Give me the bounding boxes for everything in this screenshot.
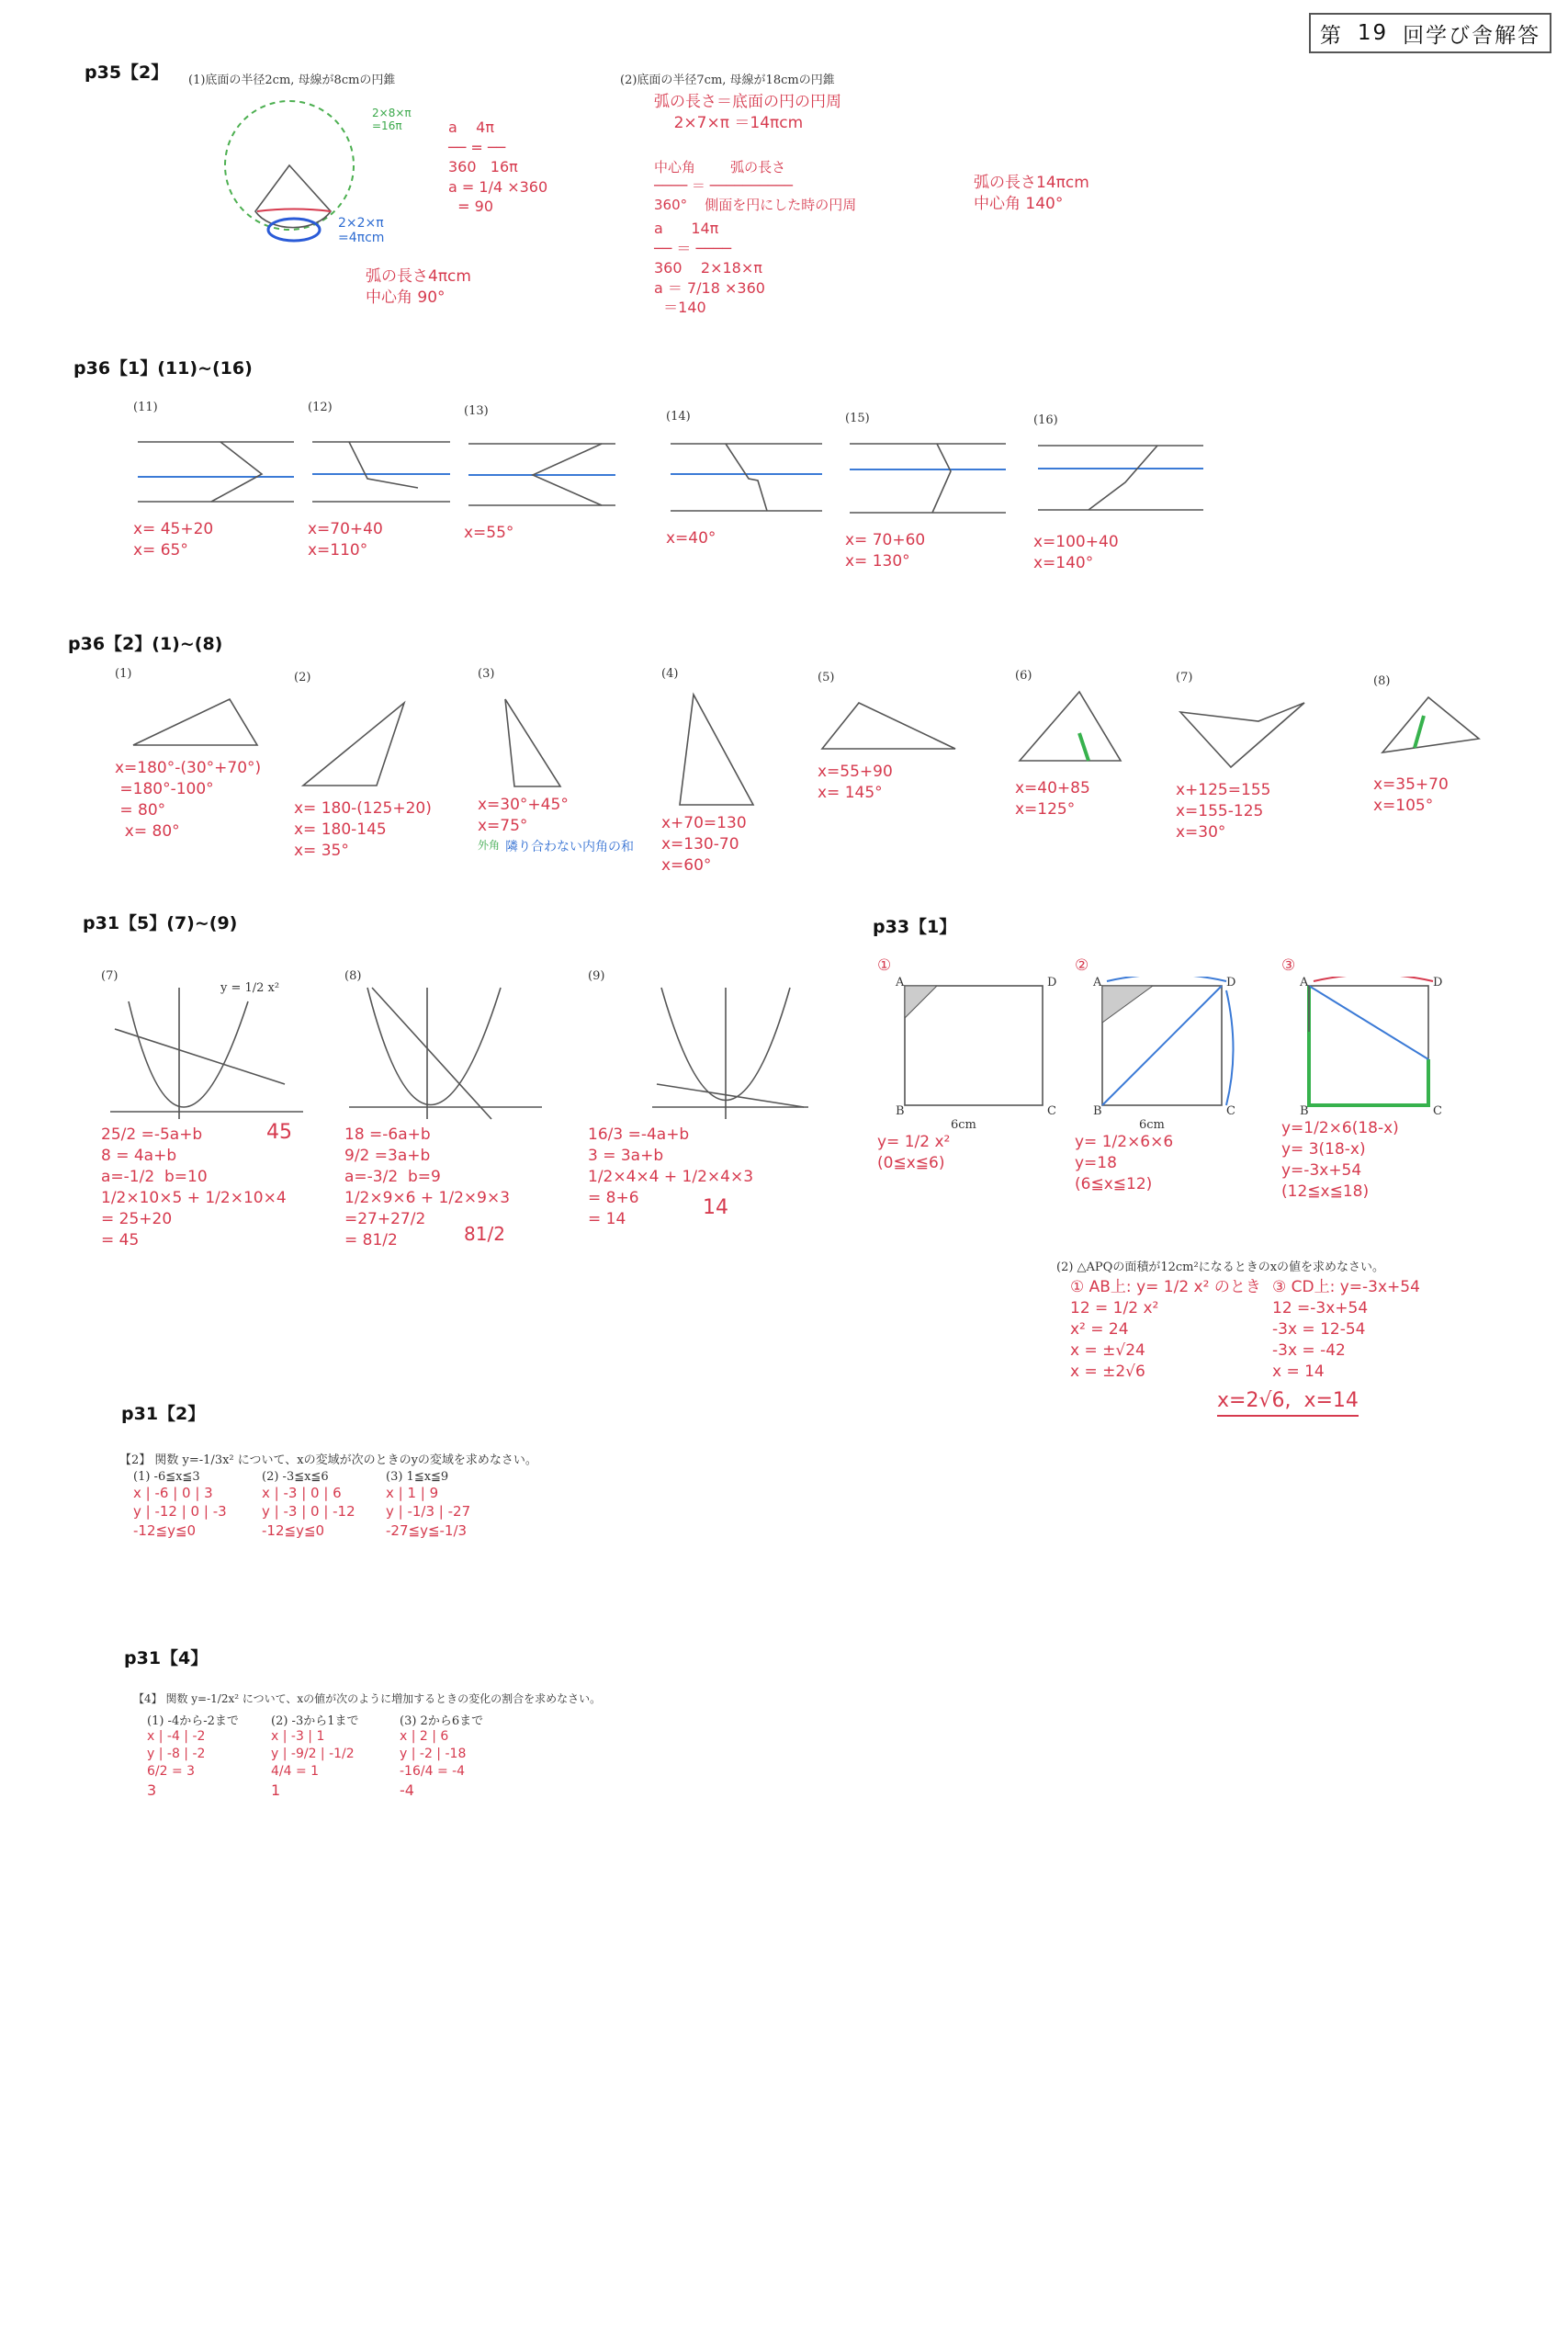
p36-2-item-2 (294, 671, 432, 862)
item-number: (13) (464, 404, 489, 418)
p36-1-item-14 (666, 410, 827, 549)
p31-4-part-1 (147, 1711, 271, 1800)
svg-text:A: A (896, 976, 905, 989)
p35-q1-text: (1)底面の半径2cm, 母線が8cmの円錐 (188, 74, 396, 87)
item-work: x=55° (464, 524, 514, 542)
panel-work: y= 1/2 x² (0≦x≦6) (877, 1132, 951, 1172)
item-work: x= 45+20 x= 65° (133, 520, 214, 560)
triangle-diagram (294, 684, 423, 795)
svg-text:D: D (1226, 976, 1236, 989)
p31-4-part-2 (271, 1711, 395, 1800)
p31-5-item-8 (344, 969, 556, 1251)
triangle-diagram (661, 681, 781, 809)
svg-text:B: B (896, 1103, 905, 1114)
item-work: 25/2 =-5a+b 8 = 4a+b a=-1/2 b=10 1/2×10×5 + 1/2×10×4 = 25+20 = 45 (101, 1125, 287, 1250)
part-work: x | -3 | 1 y | -9/2 | -1/2 4/4 = 1 (271, 1729, 355, 1779)
item-work: 16/3 =-4a+b 3 = 3a+b 1/2×4×4 + 1/2×4×3 = 8+6 = 14 (588, 1125, 754, 1228)
item-number: (12) (308, 401, 333, 414)
section-title-p31-5: p31【5】(7)~(9) (83, 913, 238, 933)
svg-text:D: D (1047, 976, 1057, 989)
triangle-diagram (478, 681, 588, 791)
p33-1-panel-3 (1281, 956, 1493, 1203)
p31-2-part-3 (386, 1470, 524, 1540)
section-title-p31-2: p31【2】 (121, 1404, 206, 1424)
item-work: x=70+40 x=110° (308, 520, 383, 560)
item-work: x=100+40 x=140° (1033, 533, 1119, 572)
item-work: x+125=155 x=155-125 x=30° (1176, 781, 1271, 842)
part-range: (2) -3から1まで (271, 1714, 359, 1728)
p36-2-item-3 (478, 667, 643, 855)
part-range: (1) -6≦x≦3 (133, 1470, 200, 1484)
item-work: x= 70+60 x= 130° (845, 531, 926, 571)
svg-text:A: A (1300, 976, 1309, 989)
item-number: (8) (1373, 674, 1391, 688)
part-range: (2) -3≦x≦6 (262, 1470, 329, 1484)
square-diagram (1075, 977, 1258, 1114)
parabola-graph (101, 983, 312, 1121)
p36-1-item-11 (133, 401, 299, 561)
p31-5-answer-8: 81/2 (464, 1223, 505, 1245)
chapter-badge (1309, 13, 1551, 53)
p36-2-item-1 (115, 667, 271, 842)
item-number: (5) (818, 671, 835, 684)
item-number: (16) (1033, 413, 1058, 427)
p35-q2-answer: 弧の長さ14πcm 中心角 140° (974, 174, 1089, 213)
part-range: (3) 2から6まで (400, 1714, 484, 1728)
part-work: x | 1 | 9 y | -1/3 | -27 -27≦y≦-1/3 (386, 1485, 471, 1539)
panel-work: y= 1/2×6×6 y=18 (6≦x≦12) (1075, 1132, 1174, 1193)
p35-q2-work2: 中心角 弧の長さ ──── ＝ ────────── 360° 側面を円にした時の円周 (654, 159, 857, 213)
note-exterior: 外角 (478, 838, 501, 852)
parallel-lines-diagram (666, 424, 827, 525)
p36-2-item-4 (661, 667, 781, 876)
item-work: x= 180-(125+20) x= 180-145 x= 35° (294, 799, 432, 860)
item-number: (15) (845, 412, 870, 425)
item-number: (7) (101, 969, 118, 983)
p31-4-part-3 (400, 1711, 524, 1800)
item-number: (4) (661, 667, 679, 681)
p36-1-item-16 (1033, 413, 1208, 574)
svg-text:D: D (1433, 976, 1443, 989)
p36-1-item-15 (845, 412, 1010, 572)
item-work: x=40° (666, 529, 716, 548)
parallel-lines-diagram (308, 414, 455, 515)
part-work: x | -3 | 0 | 6 y | -3 | 0 | -12 -12≦y≦0 (262, 1485, 355, 1539)
badge-chapter: 第 (1319, 23, 1343, 48)
triangle-diagram (818, 684, 964, 758)
part-answer: -4 (400, 1781, 414, 1799)
square-diagram (1281, 977, 1483, 1114)
parabola-graph (588, 983, 818, 1121)
item-number: (8) (344, 969, 362, 983)
section-title-p31-4: p31【4】 (124, 1648, 209, 1668)
part-range: (3) 1≦x≦9 (386, 1470, 449, 1484)
p31-5-item-9 (588, 969, 827, 1230)
item-number: (9) (588, 969, 605, 983)
p31-2-part-2 (262, 1470, 381, 1540)
triangle-diagram (1373, 688, 1493, 771)
item-number: (6) (1015, 669, 1032, 683)
item-number: (2) (294, 671, 311, 684)
item-work: x=30°+45° x=75° (478, 796, 569, 835)
parallel-lines-diagram (464, 418, 620, 519)
item-work: x+70=130 x=130-70 x=60° (661, 814, 747, 875)
part-work: x | 2 | 6 y | -2 | -18 -16/4 = -4 (400, 1729, 467, 1779)
parallel-lines-diagram (845, 425, 1010, 526)
panel-number: ② (1075, 956, 1089, 975)
side-label: 6cm (951, 1117, 976, 1132)
badge-number: 19 (1357, 21, 1389, 45)
p31-5-item-7 (101, 969, 331, 1251)
svg-text:C: C (1047, 1103, 1056, 1114)
triangle-diagram (1015, 683, 1134, 775)
p31-2-part-1 (133, 1470, 253, 1540)
part-work: x | -4 | -2 y | -8 | -2 6/2 = 3 (147, 1729, 206, 1779)
p36-1-item-13 (464, 404, 620, 544)
svg-text:A: A (1093, 976, 1102, 989)
p36-2-item-6 (1015, 669, 1134, 820)
part-work: x | -6 | 0 | 3 y | -12 | 0 | -3 -12≦y≦0 (133, 1485, 227, 1539)
badge-title: 回学び舎解答 (1403, 23, 1541, 48)
section-title-p36-1: p36【1】(11)~(16) (73, 358, 253, 379)
p33-1-panel-1 (877, 956, 1061, 1174)
p31-5-answer-7: 45 (266, 1121, 292, 1144)
p35-q1-work: a 4π ── = ── 360 16π a = 1/4 ×360 = 90 (448, 119, 548, 216)
p35-q1-base: 2×2×π =4πcm (338, 216, 385, 245)
p35-q2-work3: a 14π ── ＝ ──── 360 2×18×π a ＝ 7/18 ×360 ＝140 (654, 220, 765, 317)
item-number: (14) (666, 410, 691, 424)
item-number: (7) (1176, 671, 1193, 684)
item-work: x=35+70 x=105° (1373, 775, 1449, 815)
svg-text:C: C (1433, 1103, 1442, 1114)
parallel-lines-diagram (133, 414, 299, 515)
parabola-graph (344, 983, 547, 1121)
p36-1-item-12 (308, 401, 455, 561)
svg-text:C: C (1226, 1103, 1235, 1114)
p35-q1-answer: 弧の長さ4πcm 中心角 90° (366, 267, 471, 307)
item-work: 18 =-6a+b 9/2 =3a+b a=-3/2 b=9 1/2×9×6 + 1/2×9×3 =27+27/2 = 81/2 (344, 1125, 511, 1250)
p35-q2-work1: 弧の長さ＝底面の円の円周 2×7×π ＝14πcm (654, 93, 841, 132)
triangle-diagram (115, 681, 271, 754)
p33-1-q2-text: (2) △APQの面積が12cm²になるときのxの値を求めなさい。 (1056, 1261, 1385, 1274)
section-title-p35: p35【2】 (85, 62, 169, 83)
item-number: (1) (115, 667, 132, 681)
p31-5-function-label: y = 1/2 x² (220, 981, 280, 995)
side-label: 6cm (1139, 1117, 1165, 1132)
p31-4-question: 【4】 関数 y=-1/2x² について、xの値が次のように増加するときの変化の割合を求めなさい。 (133, 1692, 602, 1705)
parallel-lines-diagram (1033, 427, 1208, 528)
item-number: (3) (478, 667, 495, 681)
p33-1-q2-left: ① AB上: y= 1/2 x² のとき 12 = 1/2 x² x² = 24 x = ±√24 x = ±2√6 (1070, 1278, 1261, 1381)
svg-text:B: B (1093, 1103, 1102, 1114)
item-number: (11) (133, 401, 158, 414)
section-title-p33-1: p33【1】 (873, 917, 957, 937)
item-work: x=55+90 x= 145° (818, 763, 893, 802)
note-interior: 隣り合わない内角の和 (505, 839, 635, 854)
p31-5-answer-9: 14 (703, 1196, 728, 1219)
part-answer: 1 (271, 1781, 281, 1799)
p33-1-q2-answer: x=2√6, x=14 (1217, 1387, 1359, 1417)
p33-1-q2-right: ③ CD上: y=-3x+54 12 =-3x+54 -3x = 12-54 -3x = -42 x = 14 (1272, 1278, 1420, 1381)
panel-number: ① (877, 956, 892, 975)
part-range: (1) -4から-2まで (147, 1714, 239, 1728)
p33-1-panel-2 (1075, 956, 1258, 1195)
part-answer: 3 (147, 1781, 157, 1799)
p36-2-item-7 (1176, 671, 1314, 843)
item-work: x=180°-(30°+70°) =180°-100° = 80° x= 80° (115, 759, 262, 841)
triangle-diagram (1176, 684, 1314, 776)
item-work: x=40+85 x=125° (1015, 779, 1090, 819)
panel-work: y=1/2×6(18-x) y= 3(18-x) y=-3x+54 (12≦x≦18) (1281, 1118, 1399, 1201)
p35-q2-text: (2)底面の半径7cm, 母線が18cmの円錐 (620, 74, 835, 87)
p36-2-item-5 (818, 671, 964, 804)
p35-q1-side: 2×8×π =16π (372, 107, 412, 132)
p36-2-item-8 (1373, 674, 1493, 817)
section-title-p36-2: p36【2】(1)~(8) (68, 634, 223, 654)
svg-text:B: B (1300, 1103, 1309, 1114)
square-diagram (877, 977, 1061, 1114)
p31-2-question: 【2】 関数 y=-1/3x² について、xの変域が次のときのyの変域を求めなさい。 (119, 1453, 537, 1467)
panel-number: ③ (1281, 956, 1296, 975)
